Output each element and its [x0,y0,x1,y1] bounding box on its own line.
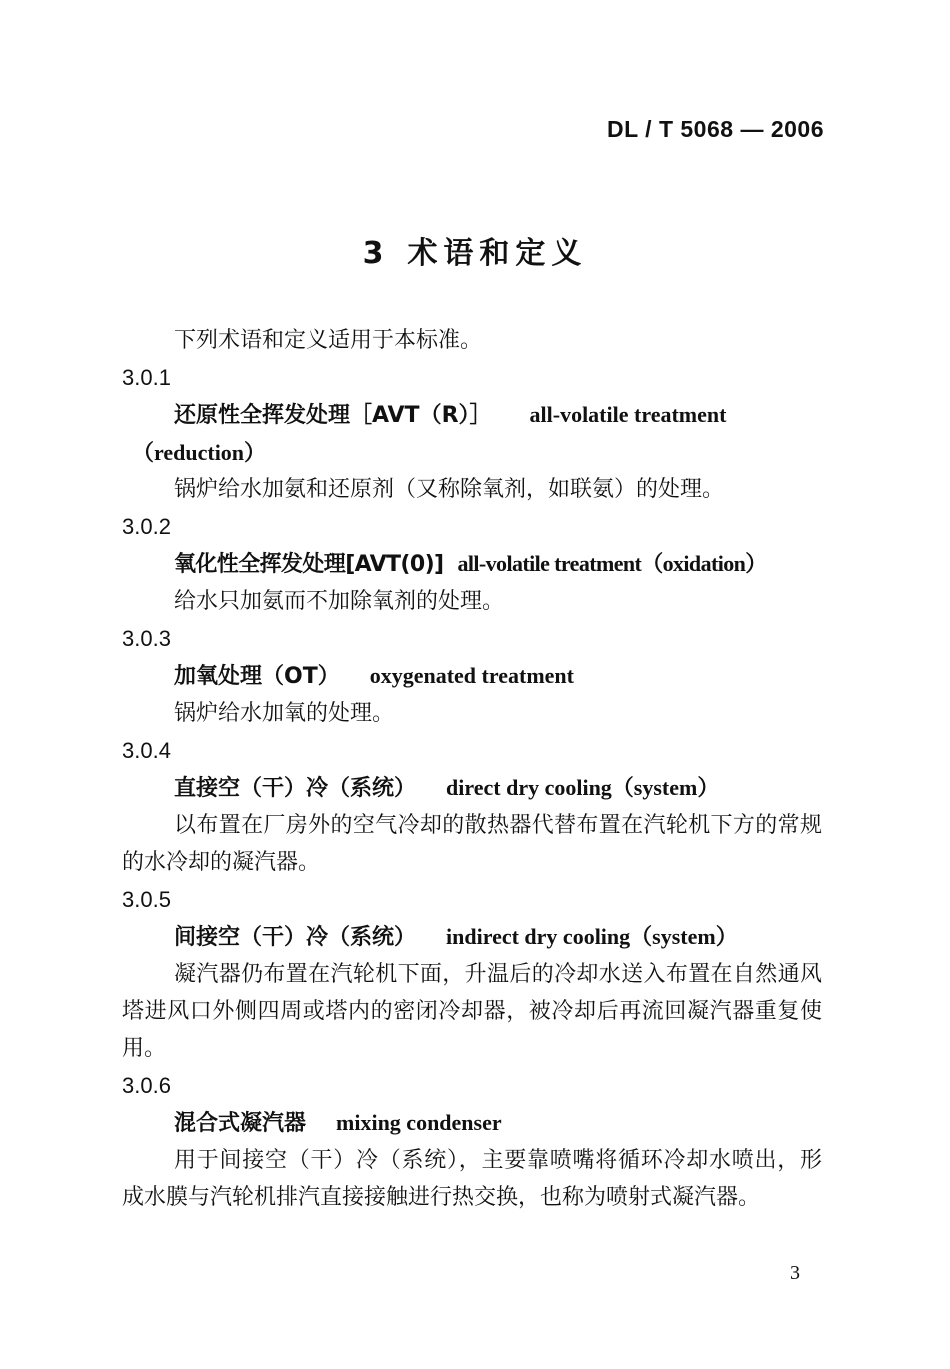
term-english: indirect dry cooling（system） [446,924,738,949]
term-heading [122,1104,822,1142]
term-chinese: 还原性全挥发处理［AVT（R）］ [174,403,492,428]
term-heading [122,918,822,956]
term-heading [122,396,822,434]
clause-number: 3.0.4 [122,738,171,763]
term-definition: 给水只加氨而不加除氧剂的处理。 [174,589,505,614]
term-definition: 锅炉给水加氧的处理。 [174,701,395,726]
term-english: direct dry cooling（system） [446,775,720,800]
chapter-number: 3 [362,236,390,271]
term-entry [122,732,822,881]
term-chinese: 间接空（干）冷（系统） [174,925,417,950]
intro-paragraph: 下列术语和定义适用于本标准。 [174,328,483,353]
term-entry [122,359,822,508]
term-definition: 锅炉给水加氨和还原剂（又称除氧剂，如联氨）的处理。 [174,477,725,502]
clause-number: 3.0.2 [122,514,171,539]
clause-number: 3.0.3 [122,626,171,651]
term-chinese: 直接空（干）冷（系统） [174,776,417,801]
term-heading [122,657,822,695]
term-chinese: 加氧处理（OT） [174,664,340,689]
chapter-title-text: 术语和定义 [407,236,588,271]
term-english: mixing condenser [336,1110,502,1135]
term-chinese: 混合式凝汽器 [174,1111,307,1136]
term-english: all-volatile treatment（oxidation） [457,551,767,576]
clause-number: 3.0.6 [122,1073,171,1098]
term-entry [122,881,822,1067]
term-heading [122,545,822,583]
term-chinese: 氧化性全挥发处理[AVT(0)] [174,552,444,577]
term-entry [122,508,822,620]
page-number: 3 [790,1262,800,1284]
term-english-continued: （reduction） [132,440,267,465]
term-entry [122,1067,822,1216]
term-heading [122,769,822,807]
standard-number: DL / T 5068 — 2006 [607,116,824,142]
chapter-title [0,228,950,272]
body-text [122,322,822,1216]
term-definition: 以布置在厂房外的空气冷却的散热器代替布置在汽轮机下方的常规的水冷却的凝汽器。 [122,813,822,875]
term-entry [122,620,822,732]
term-english: oxygenated treatment [369,663,574,688]
term-definition: 用于间接空（干）冷（系统），主要靠喷嘴将循环冷却水喷出，形成水膜与汽轮机排汽直接接触进行热交换，也称为喷射式凝汽器。 [122,1148,822,1210]
term-definition: 凝汽器仍布置在汽轮机下面，升温后的冷却水送入布置在自然通风塔进风口外侧四周或塔内的密闭冷却器，被冷却后再流回凝汽器重复使用。 [122,962,822,1061]
clause-number: 3.0.5 [122,887,171,912]
clause-number: 3.0.1 [122,365,171,390]
term-english: all-volatile treatment [529,402,727,427]
